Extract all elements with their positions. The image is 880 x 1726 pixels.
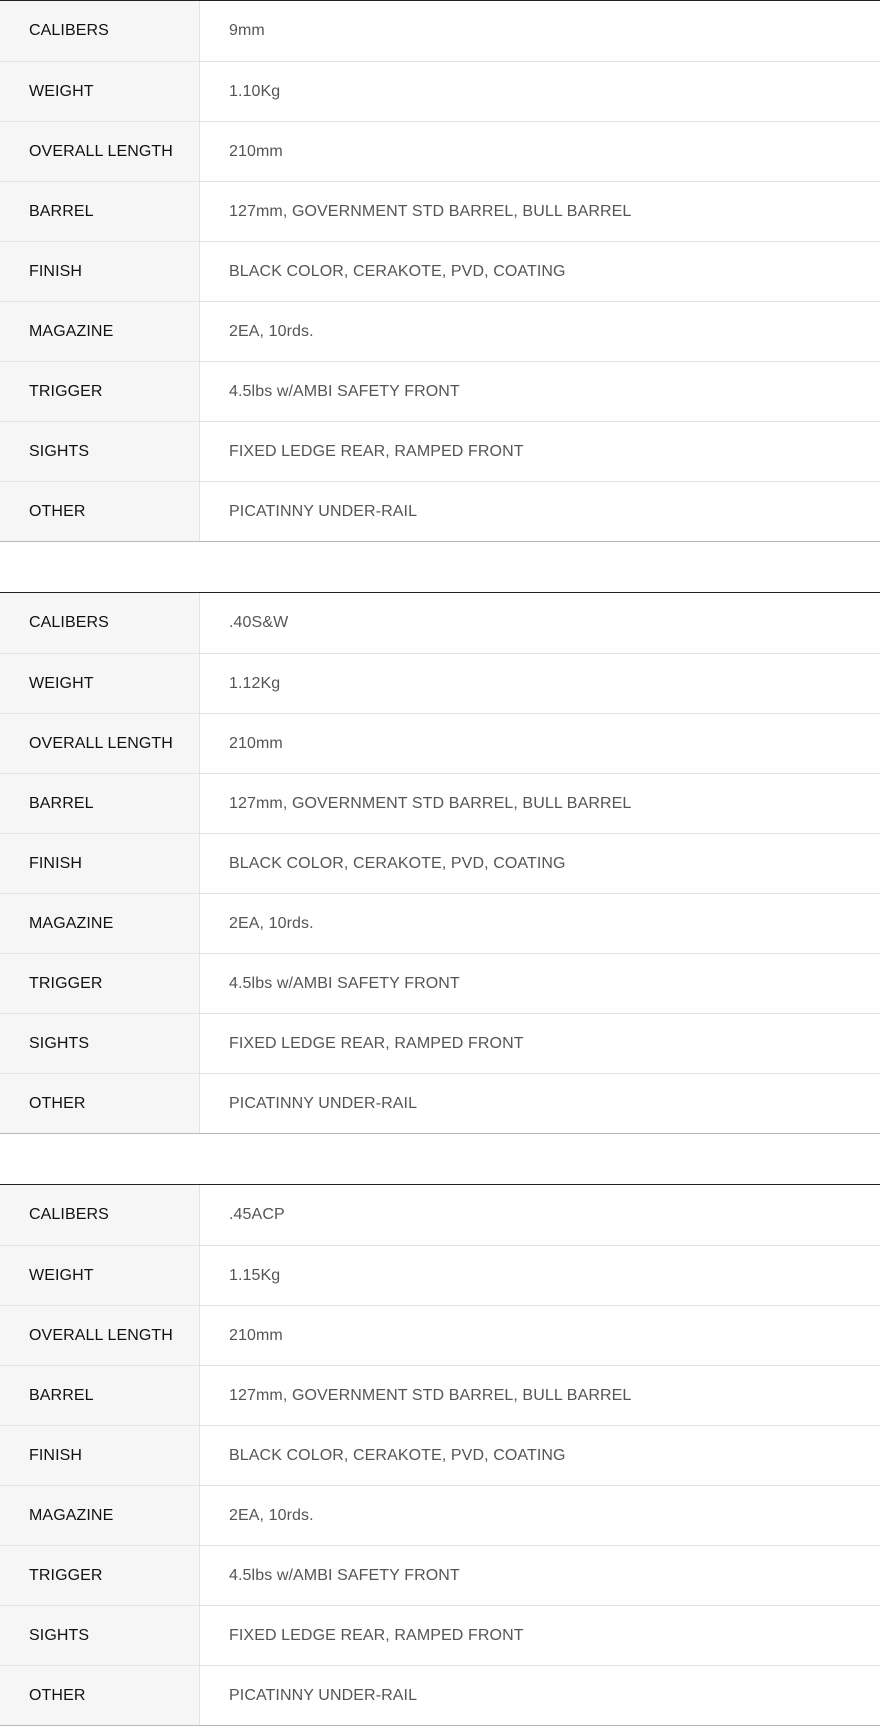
spec-label: BARREL — [0, 774, 200, 833]
spec-label: BARREL — [0, 1366, 200, 1425]
spec-value: BLACK COLOR, CERAKOTE, PVD, COATING — [229, 262, 566, 280]
spec-value: 210mm — [229, 734, 283, 752]
spec-table-9mm — [0, 0, 880, 542]
spec-label: TRIGGER — [0, 954, 200, 1013]
spec-value: 4.5lbs w/AMBI SAFETY FRONT — [229, 382, 460, 400]
spec-value: 127mm, GOVERNMENT STD BARREL, BULL BARREL — [229, 202, 632, 220]
spec-row-finish — [0, 241, 880, 301]
spec-value: 127mm, GOVERNMENT STD BARREL, BULL BARREL — [229, 794, 632, 812]
spec-label: CALIBERS — [0, 1, 200, 61]
spec-label: FINISH — [0, 1426, 200, 1485]
spec-row-calibers — [0, 1, 880, 61]
spec-label: OTHER — [0, 482, 200, 541]
spec-value: .45ACP — [229, 1206, 285, 1223]
spec-label: TRIGGER — [0, 1546, 200, 1605]
spec-row-trigger — [0, 1545, 880, 1605]
spec-value: 1.12Kg — [229, 674, 281, 692]
spec-label: SIGHTS — [0, 1606, 200, 1665]
spec-label: MAGAZINE — [0, 1486, 200, 1545]
spec-label: SIGHTS — [0, 1014, 200, 1073]
spec-value: 1.10Kg — [229, 82, 281, 100]
spec-value: PICATINNY UNDER-RAIL — [229, 1686, 418, 1704]
spec-row-other — [0, 1665, 880, 1725]
spec-row-finish — [0, 833, 880, 893]
spec-row-barrel — [0, 181, 880, 241]
spec-table-40sw — [0, 592, 880, 1134]
spec-label: FINISH — [0, 242, 200, 301]
spec-row-overall-length — [0, 713, 880, 773]
spec-row-magazine — [0, 893, 880, 953]
spec-row-finish — [0, 1425, 880, 1485]
spec-label: WEIGHT — [0, 62, 200, 121]
spec-value: 2EA, 10rds. — [229, 914, 314, 932]
spec-label: OTHER — [0, 1666, 200, 1725]
spec-row-overall-length — [0, 121, 880, 181]
spec-value: 127mm, GOVERNMENT STD BARREL, BULL BARREL — [229, 1386, 632, 1404]
spec-value: 2EA, 10rds. — [229, 322, 314, 340]
spec-row-weight — [0, 61, 880, 121]
spec-label: OVERALL LENGTH — [0, 1306, 200, 1365]
spec-row-weight — [0, 653, 880, 713]
spec-value: 2EA, 10rds. — [229, 1506, 314, 1524]
spec-value: PICATINNY UNDER-RAIL — [229, 1094, 418, 1112]
spec-value: BLACK COLOR, CERAKOTE, PVD, COATING — [229, 854, 566, 872]
spec-value: BLACK COLOR, CERAKOTE, PVD, COATING — [229, 1446, 566, 1464]
spec-value: FIXED LEDGE REAR, RAMPED FRONT — [229, 1626, 524, 1644]
spec-value: 1.15Kg — [229, 1266, 281, 1284]
spec-value: FIXED LEDGE REAR, RAMPED FRONT — [229, 1034, 524, 1052]
spec-label: SIGHTS — [0, 422, 200, 481]
spec-row-overall-length — [0, 1305, 880, 1365]
spec-row-other — [0, 481, 880, 541]
spec-table-45acp — [0, 1184, 880, 1726]
spec-value: FIXED LEDGE REAR, RAMPED FRONT — [229, 442, 524, 460]
spec-value: PICATINNY UNDER-RAIL — [229, 502, 418, 520]
spec-row-sights — [0, 1013, 880, 1073]
spec-row-trigger — [0, 953, 880, 1013]
spec-label: CALIBERS — [0, 1185, 200, 1245]
spec-label: TRIGGER — [0, 362, 200, 421]
spec-row-barrel — [0, 1365, 880, 1425]
spec-label: MAGAZINE — [0, 894, 200, 953]
spec-row-sights — [0, 421, 880, 481]
spec-label: OVERALL LENGTH — [0, 714, 200, 773]
spec-value: 4.5lbs w/AMBI SAFETY FRONT — [229, 1566, 460, 1584]
spec-row-weight — [0, 1245, 880, 1305]
spec-label: OTHER — [0, 1074, 200, 1133]
spec-row-sights — [0, 1605, 880, 1665]
spec-value: 210mm — [229, 142, 283, 160]
spec-label: BARREL — [0, 182, 200, 241]
spec-label: MAGAZINE — [0, 302, 200, 361]
spec-label: WEIGHT — [0, 654, 200, 713]
spec-row-barrel — [0, 773, 880, 833]
spec-row-trigger — [0, 361, 880, 421]
spec-value: .40S&W — [229, 614, 289, 631]
spec-value: 9mm — [229, 22, 265, 39]
spec-row-other — [0, 1073, 880, 1133]
spec-value: 210mm — [229, 1326, 283, 1344]
spec-row-magazine — [0, 301, 880, 361]
spec-label: WEIGHT — [0, 1246, 200, 1305]
spec-row-calibers — [0, 1185, 880, 1245]
spec-label: CALIBERS — [0, 593, 200, 653]
spec-label: OVERALL LENGTH — [0, 122, 200, 181]
spec-label: FINISH — [0, 834, 200, 893]
spec-row-calibers — [0, 593, 880, 653]
spec-row-magazine — [0, 1485, 880, 1545]
spec-value: 4.5lbs w/AMBI SAFETY FRONT — [229, 974, 460, 992]
